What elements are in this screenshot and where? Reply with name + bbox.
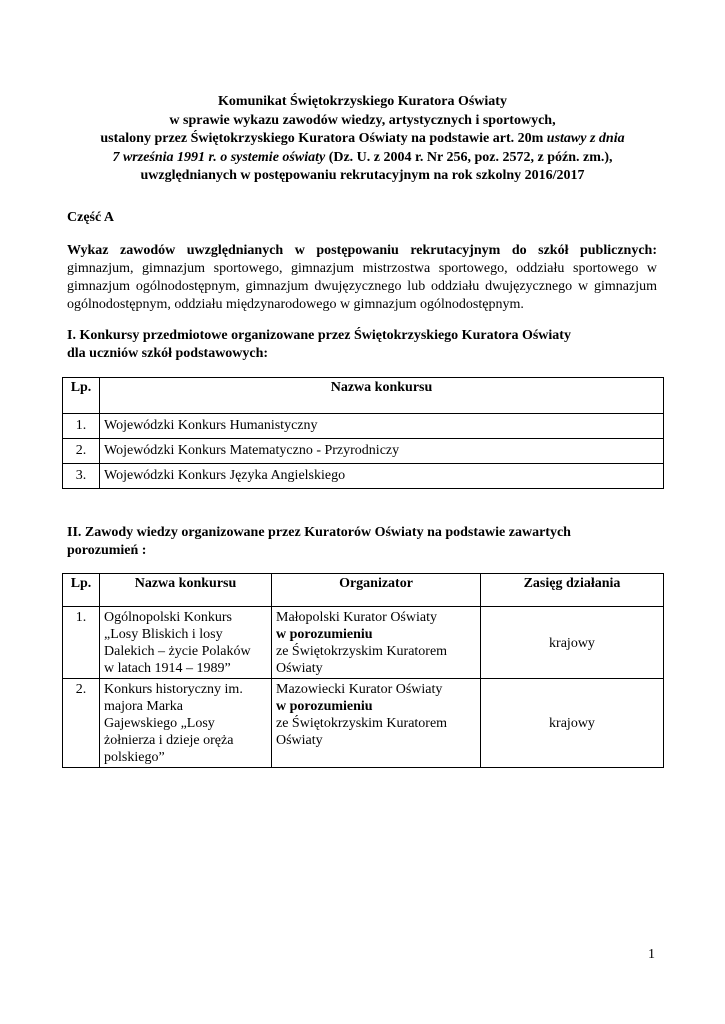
section-1-heading: I. Konkursy przedmiotowe organizowane przez Świętokrzyskiego Kuratora Oświaty dla uczniów szkół podstawowych: (67, 328, 571, 361)
intro-paragraph (67, 242, 657, 314)
row-scope: krajowy (481, 679, 664, 768)
col-name-header: Nazwa konkursu (100, 574, 272, 607)
col-lp-header: Lp. (63, 574, 100, 607)
table-header-row (63, 378, 664, 414)
row-name: Wojewódzki Konkurs Humanistyczny (100, 414, 664, 439)
part-title: Część A (67, 210, 115, 225)
header-line-4: 7 września 1991 r. o systemie oświaty (Dz. U. z 2004 r. Nr 256, poz. 2572, z późn. zm.), (112, 149, 613, 165)
header-line-5: uwzględnianych w postępowaniu rekrutacyjnym na rok szkolny 2016/2017 (140, 168, 585, 183)
header-line-2: w sprawie wykazu zawodów wiedzy, artystycznych i sportowych, (169, 112, 556, 128)
row-lp: 1. (63, 607, 100, 679)
col-lp-header: Lp. (63, 378, 100, 414)
table-row (63, 439, 664, 464)
page-number: 1 (648, 947, 655, 962)
col-organizer-header: Organizator (272, 574, 481, 607)
row-name: Ogólnopolski Konkurs „Losy Bliskich i losy Dalekich – życie Polaków w latach 1914 – 1989” (100, 607, 272, 679)
intro-bold: Wykaz zawodów uwzględnianych w postępowaniu rekrutacyjnym do szkół publicznych: (67, 243, 657, 258)
table-row (63, 607, 664, 679)
row-lp: 2. (63, 439, 100, 464)
table-header-row (63, 574, 664, 607)
table-row (63, 464, 664, 489)
row-lp: 1. (63, 414, 100, 439)
section-2-table (62, 573, 664, 768)
row-scope: krajowy (481, 607, 664, 679)
col-scope-header: Zasięg działania (481, 574, 664, 607)
table-row (63, 414, 664, 439)
row-name: Wojewódzki Konkurs Języka Angielskiego (100, 464, 664, 489)
header-line-3: ustalony przez Świętokrzyskiego Kuratora Oświaty na podstawie art. 20m ustawy z dnia (100, 131, 625, 146)
section-1-table (62, 377, 664, 489)
row-organizer: Małopolski Kurator Oświaty w porozumieniu ze Świętokrzyskim Kuratorem Oświaty (272, 607, 481, 679)
table-row (63, 679, 664, 768)
row-lp: 3. (63, 464, 100, 489)
document-header (60, 93, 665, 186)
header-line-1: Komunikat Świętokrzyskiego Kuratora Oświaty (218, 94, 507, 109)
row-name: Wojewódzki Konkurs Matematyczno - Przyrodniczy (100, 439, 664, 464)
row-organizer: Mazowiecki Kurator Oświaty w porozumieniu ze Świętokrzyskim Kuratorem Oświaty (272, 679, 481, 768)
row-lp: 2. (63, 679, 100, 768)
section-2-heading: II. Zawody wiedzy organizowane przez Kuratorów Oświaty na podstawie zawartych porozumień : (67, 525, 571, 558)
intro-text: gimnazjum, gimnazjum sportowego, gimnazjum mistrzostwa sportowego, oddziału sportowego w gimnazjum ogólnodostępnym, gimnazjum dwujęzycznego lub oddziału dwujęzycznego w gimnazjum ogólnodostępnym, oddziału międzynarodowego w gimnazjum ogólnodostępnym. (67, 261, 657, 312)
row-name: Konkurs historyczny im. majora Marka Gajewskiego „Losy żołnierza i dzieje oręża polskiego” (100, 679, 272, 768)
col-name-header: Nazwa konkursu (100, 378, 664, 414)
